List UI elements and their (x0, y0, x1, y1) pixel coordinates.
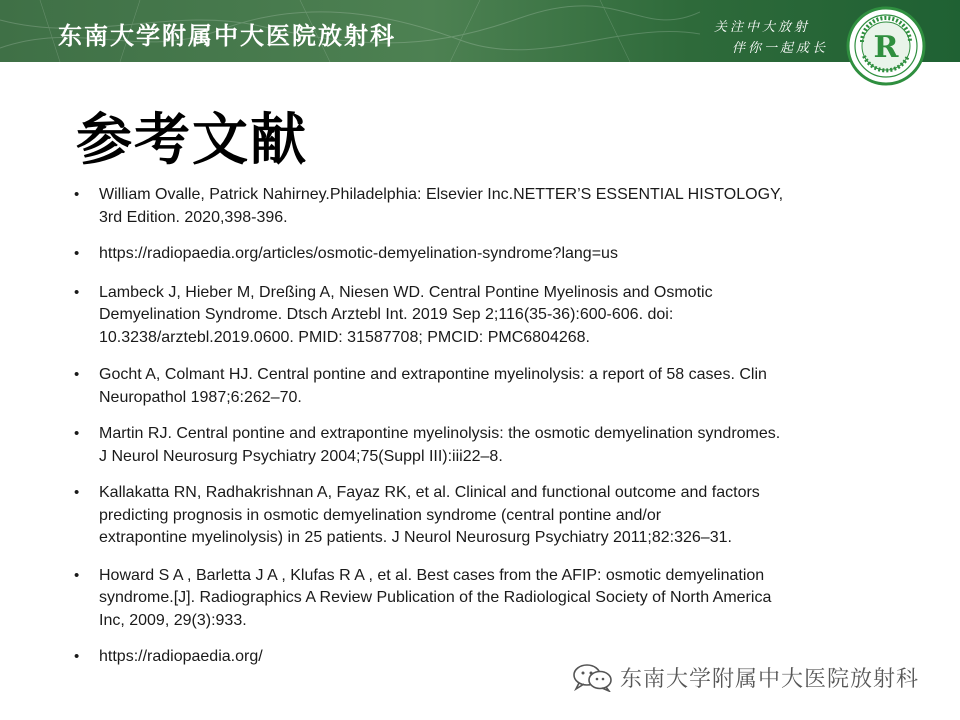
page-title: 参考文献 (76, 108, 308, 173)
wechat-icon (570, 662, 614, 692)
reference-item: • Kallakatta RN, Radhakrishnan A, Fayaz RK, et al. Clinical and functional outcome and factors predicting prognosis in osmotic demyelination syndrome (central pontine and/or extrapontine myelinolysis) in 25 patients. J Neurol Neurosurg Psychiatry 2011;82:326–31. (74, 482, 904, 550)
slogan-line-1: 关注中大放射 (714, 20, 811, 35)
slogan-line-2: 伴你一起成长 (732, 41, 829, 56)
reference-item: • Martin RJ. Central pontine and extrapontine myelinolysis: the osmotic demyelination syndromes. J Neurol Neurosurg Psychiatry 2004;75(Suppl III):iii22–8. (74, 423, 904, 468)
header-band (0, 0, 960, 62)
watermark-text: 东南大学附属中大医院放射科 (620, 666, 920, 692)
wechat-watermark (570, 662, 919, 692)
reference-item: • Howard S A , Barletta J A , Klufas R A , et al. Best cases from the AFIP: osmotic demyelination syndrome.[J]. Radiographics A Review Publication of the Radiological Society of North America Inc, 2009, 29(3):933. (74, 565, 904, 633)
reference-item: • Lambeck J, Hieber M, Dreßing A, Niesen WD. Central Pontine Myelinosis and Osmotic Demyelination Syndrome. Dtsch Arztebl Int. 2019 Sep 2;116(35-36):600-606. doi: 10.3238/arztebl.2019.0600. PMID: 31587708; PMCID: PMC6804268. (74, 282, 904, 350)
reference-item: • https://radiopaedia.org/articles/osmotic-demyelination-syndrome?lang=us (74, 243, 904, 266)
header-title: 东南大学附属中大医院放射科 (58, 21, 396, 50)
reference-item: • Gocht A, Colmant HJ. Central pontine and extrapontine myelinolysis: a report of 58 cases. Clin Neuropathol 1987;6:262–70. (74, 364, 904, 409)
reference-item: • William Ovalle, Patrick Nahirney.Philadelphia: Elsevier Inc.NETTER’S ESSENTIAL HISTOLOGY, 3rd Edition. 2020,398-396. (74, 184, 904, 229)
reference-list (74, 184, 904, 669)
logo-letter: R (873, 30, 899, 65)
reference-item: • https://radiopaedia.org/ (74, 646, 904, 669)
hospital-logo-icon (846, 6, 926, 86)
